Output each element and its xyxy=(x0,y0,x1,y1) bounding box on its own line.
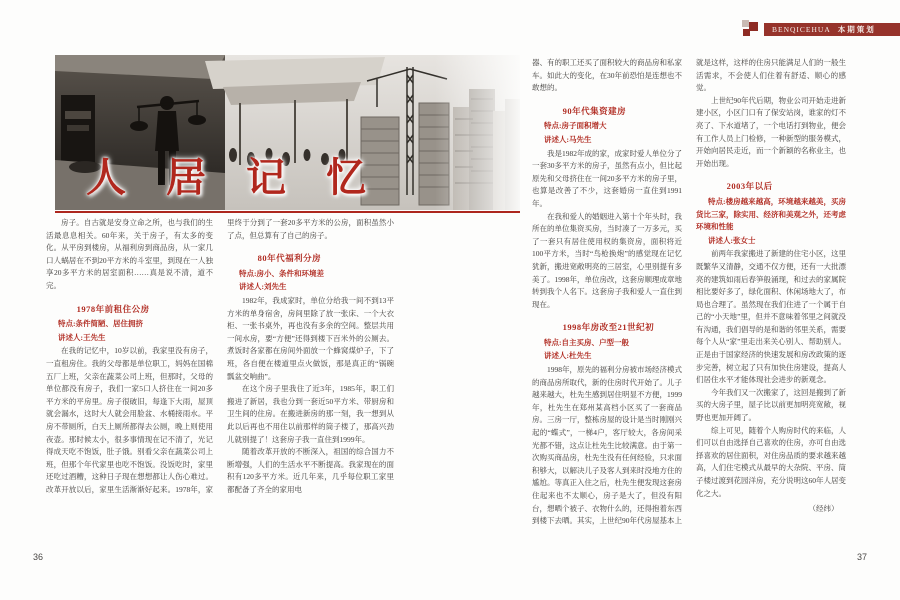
page37-text-columns xyxy=(532,57,846,563)
section-feature-line: 特点:条件简陋、居住拥挤 xyxy=(58,319,143,329)
body-paragraph: 房子。自古就是安身立命之所，也与我们的生活最息息相关。60年来，关于房子，有太多的变化。从平房到楼房，从福利房到商品房，从一家几口人蜗居在不到20平方米的斗室里，到现在一人独享20多平方米的居室面积……真是说不清，道不完。 xyxy=(46,218,213,290)
body-paragraph: 综上可见，随着个人购房时代的来临，人们可以自由选择自己喜欢的住房，亦可自由选择喜欢的居住面积，对住房品质的要求越来越高，人们住宅模式从最早的大杂院、平房、筒子楼过渡到花园洋房，充分说明这60年人居变化之大。 xyxy=(696,425,846,498)
section-narrator-line: 讲述人:刘先生 xyxy=(239,282,287,292)
section-heading: 80年代福利分房 xyxy=(257,253,322,264)
section-narrator-line: 讲述人:马先生 xyxy=(544,134,592,144)
body-paragraph: 在这个房子里我住了近3年，1985年，职工们搬进了新居，我也分到一套近50平方米、带厨房和卫生间的住房。在搬进新房的那一刻，我一想到从此以后再也不用住以前那样的筒子楼了，那高兴劲儿就别提了！这套房子我一直住到1999年。 xyxy=(227,384,394,444)
body-paragraph: 我是1982年成的家，成家时爱人单位分了一套30多平方米的房子，虽然有点小，但比起原先和父母挤住在一间20多平方米的房子里，也算是改善了不少，这套婚房一直住到1991年。 xyxy=(532,148,682,208)
body-paragraph: 在我和爱人的婚姻进入第十个年头时，我所在的单位集资买房，当时凑了一万多元，买了一套只有居住使用权的集资房，面积将近100平方米，当时“鸟枪换炮”的感觉现在记忆犹新，搬进宽敞明亮的三居室，心里别提有多美了。1998年，单位房改，这套房顺理成章地转到我个人名下。这套房子我和爱人一直住到现在。 xyxy=(532,211,682,309)
body-paragraph: 今年我们又一次搬家了，这回是搬到了新买的大房子里，屋子比以前更加明亮宽敞，视野也更加开阔了。 xyxy=(696,387,846,423)
body-paragraph: 1982年，我成家时，单位分给我一间不到13平方米的单身宿舍，房间里除了放一张床、一个大衣柜、一张书桌外，再也没有多余的空间。整层共用一间水房，要“方便”还得到楼下百米外的公厕去。煮饭时各家都在房间外面放一个蜂窝煤炉子，下了班，各自便在楼道里点火做饭，那是真正的“锅碗瓢盆交响曲”。 xyxy=(227,295,394,381)
body-paragraph: 上世纪90年代后期，物业公司开始走进新建小区，小区门口有了保安站岗，谁家的灯不亮了、下水道堵了，一个电话打到物业，便会有工作人员上门检修，一种新型的服务模式，开始向居民走近，而一个新颖的名称业主，也开始出现。 xyxy=(696,95,846,168)
section-title: 本期策划 xyxy=(837,25,876,34)
section-feature-line: 特点:楼房越来越高，环境越来越美，买房货比三家，除实用、经济和美观之外，还考虑环境和性能 xyxy=(696,196,846,232)
section-narrator-line: 讲述人:王先生 xyxy=(58,332,106,342)
page36-text-columns xyxy=(46,217,394,564)
section-header xyxy=(742,23,900,36)
section-heading: 1998年房改至21世纪初 xyxy=(562,322,655,333)
body-paragraph-continued: 器、有的职工还买了面积较大的商品房和私家车。如此大的变化，在30年前恐怕是连想也不敢想的。 xyxy=(532,58,682,93)
section-narrator-line: 讲述人:张女士 xyxy=(708,235,756,245)
page-title: 人 居 记 忆 xyxy=(86,155,381,200)
page-number-right: 37 xyxy=(857,552,868,562)
section-feature-line: 特点:自主买房、户型一般 xyxy=(544,337,629,347)
body-paragraph: 在我的记忆中，10岁以前，我家里没有房子，一直租房住。我的父母都是单位职工，妈妈在国棉五厂上班，父亲在蔬菜公司上班，但那时，父母的单位都没有房子，我们一家5口人挤住在一间20多平方米的平房里。房子很破旧，每逢下大雨，屋顶就会漏水，这时大人就会用脸盆、水桶接雨水。平房不带厕所，白天上厕所都得去公厕，晚上则使用夜壶。那时候太小，很多事情现在记不清了，光记得成天吃不饱饭，肚子饿。别看父亲在蔬菜公司上班，但那个年代家里也吃不饱饭。没饭吃时，家里还吃过酒糟，这种日子现在想想都让人伤心难过。改革开放以后，家里生活渐渐好起来。1978年，家里终于分到了一套20多平方米的公房，面积虽然小了点，但总算有了自己的房子。 xyxy=(46,218,394,494)
section-heading: 1978年前租住公房 xyxy=(76,303,150,314)
section-header-bar xyxy=(764,23,900,36)
author-byline: （经纬） xyxy=(808,504,839,514)
section-feature-line: 特点:房小、条件和环境差 xyxy=(239,268,324,278)
page-number-left: 36 xyxy=(33,552,44,562)
checker-squares-icon xyxy=(742,19,762,37)
section-heading: 90年代集资建房 xyxy=(562,105,627,116)
red-rule xyxy=(55,211,520,213)
body-paragraph: 前两年我家搬进了新建的住宅小区，这里既繁华又清静，交通不仅方便，还有一大批漂亮的建筑如雨后春笋般涌现，和过去的家属院相比要好多了，绿化面积、休闲场地大了，布局也合理了。虽然现在我们住进了一个属于自己的“小天地”里，但并不意味着邻里之间就没有沟通，我们倡导的是和谐的邻里关系，需要每个人从“家”里走出来关心别人、帮助别人。正是由于国家经济的快速发展和房改政策的逐步完善，树立起了只有加快住房建设，提高人们居住水平才能体现社会进步的新观念。 xyxy=(696,249,846,385)
magazine-code: BENQICEHUA xyxy=(772,25,831,34)
section-heading: 2003年以后 xyxy=(726,181,773,192)
section-feature-line: 特点:房子面积增大 xyxy=(544,121,607,131)
body-paragraph: 1998年，原先的福利分房被市场经济模式的商品房所取代，新的住房时代开始了。儿子越来越大，杜先生感到居住明显不方便，1999年，杜先生在郑州某高档小区买了一套商品房。三房一厅，整栋房屋的设计是当时刚刚兴起的“蝶式”，一梯4户，客厅较大，各房间采光都不错，这点让杜先生比较满意。由于第一次购买商品房，杜先生没有任何经验，只求面积够大，以解决儿子及客人到来时没地方住的尴尬。等真正入住之后，杜先生便发现这套房住起来也不太顺心，房子是大了，但没有阳台，想晒个被子、衣物什么的，还得抱着东西到楼下去晒。其实，上世纪90年代房屋基本上就是这样，这样的住房只能满足人们的一般生活需求，不会使人们住着有舒适、顺心的感觉。 xyxy=(532,58,846,526)
body-paragraph: 随着改革开放的不断深入，祖国的综合国力不断增强，人们的生活水平不断提高。我家现在的面积有120多平方米。近几年来，几乎每位职工家里都配备了齐全的家用电 xyxy=(227,447,394,494)
section-narrator-line: 讲述人:杜先生 xyxy=(544,351,592,361)
